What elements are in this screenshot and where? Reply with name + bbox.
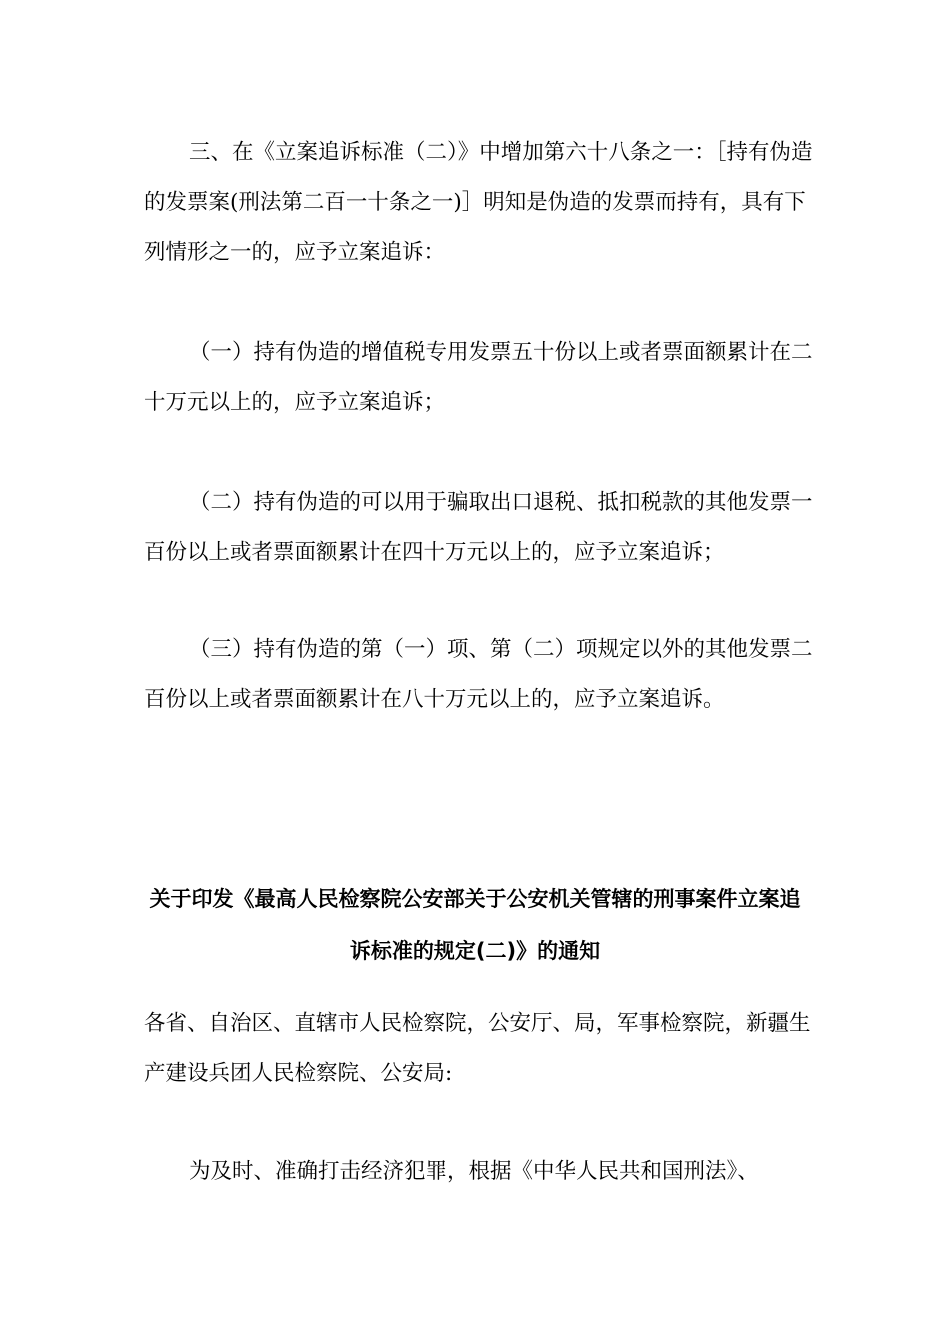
notice-title: 关于印发《最高人民检察院公安部关于公安机关管辖的刑事案件立案追诉标准的规定(二)》的通知 bbox=[149, 887, 801, 963]
paragraph-item-1: （一）持有伪造的增值税专用发票五十份以上或者票面额累计在二十万元以上的，应予立案追诉； bbox=[144, 340, 813, 415]
paragraph-item-2: （二）持有伪造的可以用于骗取出口退税、抵扣税款的其他发票一百份以上或者票面额累计在四十万元以上的，应予立案追诉； bbox=[144, 490, 813, 565]
addressee-paragraph: 各省、自治区、直辖市人民检察院，公安厅、局，军事检察院，新疆生产建设兵团人民检察院、公安局: bbox=[144, 1011, 811, 1086]
body-paragraph: 为及时、准确打击经济犯罪，根据《中华人民共和国刑法》、 bbox=[189, 1159, 759, 1184]
paragraph-item-3: （三）持有伪造的第（一）项、第（二）项规定以外的其他发票二百份以上或者票面额累计在八十万元以上的，应予立案追诉。 bbox=[144, 637, 813, 712]
paragraph-article-68-1: 三、在《立案追诉标准（二）》中增加第六十八条之一：［持有伪造的发票案(刑法第二百一十条之一)］明知是伪造的发票而持有，具有下列情形之一的，应予立案追诉： bbox=[144, 140, 813, 265]
